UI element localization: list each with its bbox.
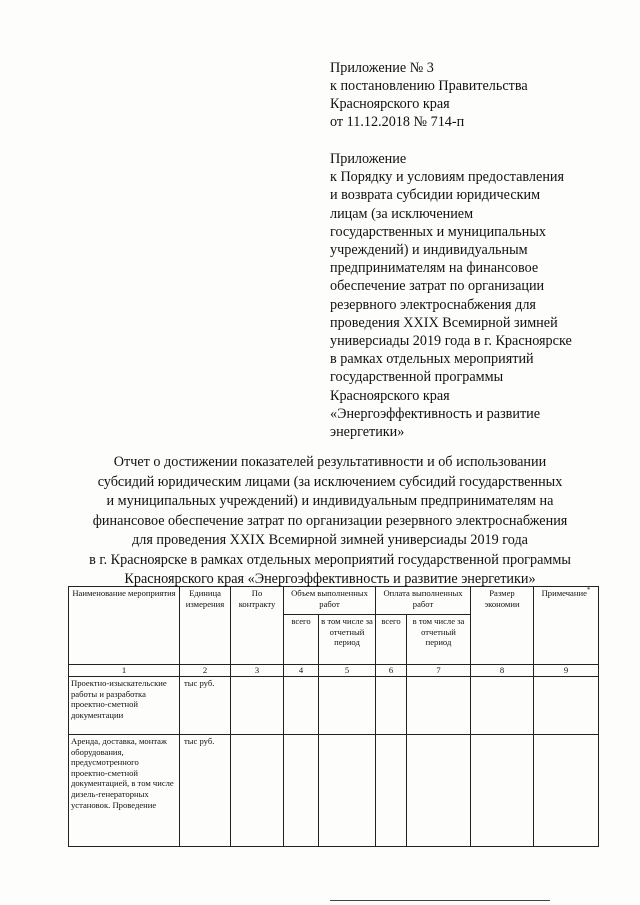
appendix-inner-line: энергетики»	[330, 424, 405, 441]
column-number-row	[69, 665, 599, 677]
header-payment-total: всего	[376, 615, 407, 665]
cell-empty	[319, 735, 376, 847]
row-name: Аренда, доставка, монтаж оборудования, предусмотренного проектно-сметной документацией, в том числе дизель-генераторных установок. Проведение	[69, 735, 180, 847]
header-name: Наименование мероприятия	[69, 587, 180, 665]
column-number: 7	[407, 665, 471, 677]
header-volume-total: всего	[284, 615, 319, 665]
appendix-inner-line: учреждений) и индивидуальным	[330, 242, 528, 259]
column-number: 3	[231, 665, 284, 677]
cell-empty	[376, 735, 407, 847]
report-title-line: субсидий юридическим лицами (за исключением субсидий государственных	[97, 473, 563, 490]
appendix-inner-line: в рамках отдельных мероприятий	[330, 351, 534, 368]
header-note-label: Примечание	[541, 588, 587, 598]
cell-empty	[407, 735, 471, 847]
header-savings: Размер экономии	[471, 587, 534, 665]
cell-empty	[284, 677, 319, 735]
appendix-inner	[330, 150, 630, 441]
cell-empty	[376, 677, 407, 735]
report-table	[68, 586, 599, 847]
header-volume-period: в том числе за отчетный период	[319, 615, 376, 665]
cell-empty	[471, 735, 534, 847]
header-volume: Объем выполненных работ	[284, 587, 376, 615]
bottom-rule	[330, 900, 550, 901]
appendix-header-line: к постановлению Правительства	[330, 78, 528, 94]
footnote-mark: *	[586, 586, 591, 595]
cell-empty	[407, 677, 471, 735]
appendix-inner-line: Приложение	[330, 151, 407, 167]
report-title-line: и муниципальных учреждений) и индивидуальным предпринимателям на	[106, 493, 554, 509]
row-unit: тыс руб.	[180, 735, 231, 847]
appendix-header-line: Приложение № 3	[330, 60, 434, 76]
appendix-inner-line: Красноярского края	[330, 387, 450, 404]
table-row	[69, 677, 599, 735]
appendix-inner-line: проведения XXIX Всемирной зимней	[330, 314, 558, 331]
row-name: Проектно-изыскательские работы и разработка проектно-сметной документации	[69, 677, 180, 735]
table-header-row	[69, 587, 599, 615]
header-payment-period: в том числе за отчетный период	[407, 615, 471, 665]
cell-empty	[284, 735, 319, 847]
appendix-inner-line: и возврата субсидии юридическим	[330, 187, 541, 204]
row-unit: тыс руб.	[180, 677, 231, 735]
appendix-inner-line: государственной программы	[330, 369, 504, 386]
header-payment: Оплата выполненных работ	[376, 587, 471, 615]
appendix-inner-line: резервного электроснабжения для	[330, 296, 536, 313]
cell-empty	[534, 677, 599, 735]
column-number: 5	[319, 665, 376, 677]
report-title-line: Отчет о достижении показателей результативности и об использовании	[113, 454, 547, 470]
appendix-header-line: от 11.12.2018 № 714-п	[330, 114, 465, 130]
appendix-inner-line: государственных и муниципальных	[330, 223, 546, 240]
appendix-inner-line: предпринимателям на финансовое	[330, 260, 539, 277]
header-contract: По контракту	[231, 587, 284, 665]
cell-empty	[319, 677, 376, 735]
header-unit: Единица измерения	[180, 587, 231, 665]
column-number: 8	[471, 665, 534, 677]
cell-empty	[534, 735, 599, 847]
report-title-line: в г. Красноярске в рамках отдельных мероприятий государственной программы	[89, 551, 571, 568]
report-title-line: Красноярского края «Энергоэффективность и развитие энергетики»	[124, 571, 536, 587]
appendix-inner-line: обеспечение затрат по организации	[330, 278, 545, 295]
column-number: 2	[180, 665, 231, 677]
appendix-header-line: Красноярского края	[330, 96, 450, 112]
column-number: 9	[534, 665, 599, 677]
header-note	[534, 587, 599, 665]
report-title	[40, 453, 620, 590]
appendix-header	[330, 59, 620, 131]
cell-empty	[471, 677, 534, 735]
column-number: 6	[376, 665, 407, 677]
column-number: 1	[69, 665, 180, 677]
appendix-inner-line: универсиады 2019 года в г. Красноярске	[330, 333, 572, 350]
report-title-line: финансовое обеспечение затрат по организации резервного электроснабжения	[92, 512, 568, 529]
appendix-inner-line: к Порядку и условиям предоставления	[330, 169, 565, 186]
column-number: 4	[284, 665, 319, 677]
cell-empty	[231, 735, 284, 847]
appendix-inner-line: «Энергоэффективность и развитие	[330, 405, 541, 422]
appendix-inner-line: лицам (за исключением	[330, 205, 474, 222]
table-row	[69, 735, 599, 847]
cell-empty	[231, 677, 284, 735]
report-title-line: для проведения XXIX Всемирной зимней универсиады 2019 года	[132, 532, 528, 548]
